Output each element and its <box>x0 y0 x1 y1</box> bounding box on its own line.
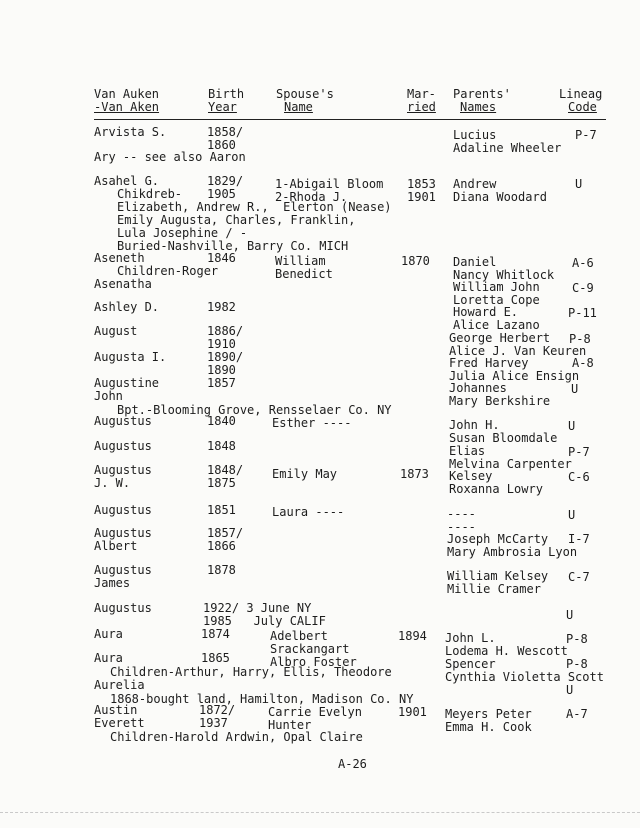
entry-parent: Loretta Cope <box>453 293 540 307</box>
entry-name: Aura <box>94 651 123 665</box>
entry-name: Augusta I. <box>94 350 167 364</box>
entry-year: 1865 <box>201 651 230 665</box>
entry-note: Lula Josephine / - <box>117 226 248 240</box>
entry-code: P-7 <box>575 128 597 142</box>
entry-year: 1886/ <box>207 324 244 338</box>
entry-year: 1890 <box>207 363 236 377</box>
entry-parent: Emma H. Cook <box>445 720 532 734</box>
entry-spouse: Emily May <box>272 467 338 481</box>
entry-year: 1985 July CALIF <box>203 614 326 628</box>
entry-code: P-7 <box>568 445 590 459</box>
entry-name: Augustine <box>94 376 160 390</box>
entry-parent: Melvina Carpenter <box>449 457 572 471</box>
entry-parent: Johannes <box>449 381 507 395</box>
entry-name: Augustus <box>94 414 152 428</box>
entry-code: I-7 <box>568 532 590 546</box>
entry-year: 1858/ <box>207 125 244 139</box>
entry-year: 1922/ 3 June NY <box>203 601 312 615</box>
entry-parent: William John <box>453 280 540 294</box>
entry-year: 1860 <box>207 138 236 152</box>
entry-parent: Joseph McCarty <box>447 532 549 546</box>
entry-code: P-8 <box>566 657 588 671</box>
entry-spouse: Albro Foster <box>270 655 357 669</box>
entry-year: 1905 <box>207 187 236 201</box>
entry-name: James <box>94 576 131 590</box>
entry-note: Ary -- see also Aaron <box>94 150 246 164</box>
entry-name: J. W. <box>94 476 131 490</box>
entry-code: U <box>568 419 576 433</box>
header-birth-line2: Year <box>208 100 237 114</box>
header-lineage-line1: Lineag <box>559 87 603 101</box>
entry-parent: Lucius <box>453 128 497 142</box>
entry-year: 1866 <box>207 539 236 553</box>
entry-year: 1890/ <box>207 350 244 364</box>
entry-year: 1857/ <box>207 526 244 540</box>
entry-parent: Roxanna Lowry <box>449 482 543 496</box>
entry-note: Bpt.-Blooming Grove, Rensselaer Co. NY <box>117 403 392 417</box>
entry-name: Asenatha <box>94 277 152 291</box>
entry-code: U <box>571 382 579 396</box>
entry-code: A-7 <box>566 707 588 721</box>
entry-name: Everett <box>94 716 145 730</box>
entry-parent: Kelsey <box>449 469 493 483</box>
entry-code: U <box>575 177 583 191</box>
entry-name: Aseneth <box>94 251 145 265</box>
entry-code: C-7 <box>568 570 590 584</box>
entry-parent: ---- <box>447 507 476 521</box>
entry-name: Augustus <box>94 463 152 477</box>
entry-spouse: Benedict <box>275 267 333 281</box>
entry-parent: Diana Woodard <box>453 190 547 204</box>
entry-note: Children-Roger <box>117 264 219 278</box>
entry-name: Asahel G. <box>94 174 160 188</box>
entry-parent: Fred Harvey <box>449 356 529 370</box>
header-married-line2: ried <box>407 100 436 114</box>
entry-parent: Elias <box>449 444 486 458</box>
entry-parent: Mary Berkshire <box>449 394 551 408</box>
entry-name: Augustus <box>94 563 152 577</box>
entry-name: August <box>94 324 138 338</box>
entry-name: Aurelia <box>94 678 145 692</box>
header-lineage-line2: Code <box>568 100 597 114</box>
entry-married: 1901 <box>398 705 427 719</box>
entry-note: Children-Arthur, Harry, Ellis, Theodore <box>110 665 392 679</box>
entry-year: 1829/ <box>207 174 244 188</box>
bottom-scan-edge <box>0 812 640 813</box>
entry-year: 1846 <box>207 251 236 265</box>
entry-spouse: Hunter <box>268 718 312 732</box>
entry-married: 1853 <box>407 177 436 191</box>
entry-parent: William Kelsey <box>447 569 549 583</box>
entry-parent: Meyers Peter <box>445 707 532 721</box>
entry-code: P-11 <box>568 306 597 320</box>
entry-year: 1910 <box>207 337 236 351</box>
header-parents-line1: Parents' <box>453 87 511 101</box>
entry-married: 1870 <box>401 254 430 268</box>
entry-name: Arvista S. <box>94 125 167 139</box>
entry-parent: Julia Alice Ensign <box>449 369 580 383</box>
entry-code: A-6 <box>572 256 594 270</box>
entry-year: 1872/ <box>199 703 236 717</box>
entry-code: P-8 <box>566 632 588 646</box>
entry-spouse: 2-Rhoda J. <box>275 190 348 204</box>
entry-code: C-9 <box>572 281 594 295</box>
header-rule <box>94 119 606 120</box>
entry-spouse: Carrie Evelyn <box>268 705 362 719</box>
entry-spouse: 1-Abigail Bloom <box>275 177 384 191</box>
entry-note: Elizabeth, Andrew R., Elerton (Nease) <box>117 200 392 214</box>
entry-year: 1848/ <box>207 463 244 477</box>
entry-married: 1901 <box>407 190 436 204</box>
entry-spouse: Laura ---- <box>272 505 345 519</box>
entry-year: 1878 <box>207 563 236 577</box>
entry-parent: John H. <box>449 418 500 432</box>
entry-parent: Nancy Whitlock <box>453 268 555 282</box>
entry-name: Aura <box>94 627 123 641</box>
entry-parent: Howard E. <box>453 305 519 319</box>
entry-note: Buried-Nashville, Barry Co. MICH <box>117 239 349 253</box>
entry-parent: Daniel <box>453 255 497 269</box>
entry-parent: Susan Bloomdale <box>449 431 558 445</box>
entry-name: Augustus <box>94 601 152 615</box>
entry-year: 1874 <box>201 627 230 641</box>
entry-parent: Lodema H. Wescott <box>445 644 568 658</box>
entry-note: Children-Harold Ardwin, Opal Claire <box>110 730 363 744</box>
entry-code: A-8 <box>572 356 594 370</box>
entry-code: U <box>566 683 574 697</box>
entry-parent: John L. <box>445 631 496 645</box>
entry-note: Emily Augusta, Charles, Franklin, <box>117 213 356 227</box>
entry-year: 1840 <box>207 414 236 428</box>
entry-parent: Mary Ambrosia Lyon <box>447 545 578 559</box>
entry-parent: Millie Cramer <box>447 582 541 596</box>
header-name-line1: Van Auken <box>94 87 160 101</box>
entry-parent: Alice J. Van Keuren <box>449 344 587 358</box>
page-number: A-26 <box>338 757 367 771</box>
entry-code: P-8 <box>569 332 591 346</box>
entry-parent: George Herbert <box>449 331 551 345</box>
entry-parent: Cynthia Violetta Scott <box>445 670 604 684</box>
entry-married: 1894 <box>398 629 427 643</box>
header-spouse-line1: Spouse's <box>276 87 334 101</box>
entry-year: 1937 <box>199 716 228 730</box>
entry-parent: Adaline Wheeler <box>453 141 562 155</box>
header-name-line2: -Van Aken <box>94 100 160 114</box>
entry-married: 1873 <box>400 467 429 481</box>
entry-code: U <box>566 608 574 622</box>
entry-note: Chikdreb- <box>117 187 183 201</box>
entry-note: 1868-bought land, Hamilton, Madison Co. NY <box>110 692 414 706</box>
entry-year: 1851 <box>207 503 236 517</box>
entry-name: Albert <box>94 539 138 553</box>
entry-code: C-6 <box>568 470 590 484</box>
entry-spouse: Adelbert <box>270 629 328 643</box>
entry-year: 1848 <box>207 439 236 453</box>
entry-parent: Spencer <box>445 657 496 671</box>
header-parents-line2: Names <box>460 100 497 114</box>
entry-name: Austin <box>94 703 138 717</box>
entry-name: Augustus <box>94 526 152 540</box>
entry-spouse: Esther ---- <box>272 416 352 430</box>
header-spouse-line2: Name <box>284 100 313 114</box>
entry-parent: ---- <box>447 520 476 534</box>
entry-name: John <box>94 389 123 403</box>
entry-parent: Andrew <box>453 177 497 191</box>
entry-spouse: William <box>275 254 326 268</box>
entry-year: 1982 <box>207 300 236 314</box>
entry-year: 1857 <box>207 376 236 390</box>
entry-name: Ashley D. <box>94 300 160 314</box>
entry-year: 1875 <box>207 476 236 490</box>
entry-name: Augustus <box>94 503 152 517</box>
entry-parent: Alice Lazano <box>453 318 540 332</box>
header-married-line1: Mar- <box>407 87 436 101</box>
entry-spouse: Srackangart <box>270 642 350 656</box>
entry-code: U <box>568 508 576 522</box>
entry-name: Augustus <box>94 439 152 453</box>
header-birth-line1: Birth <box>208 87 245 101</box>
